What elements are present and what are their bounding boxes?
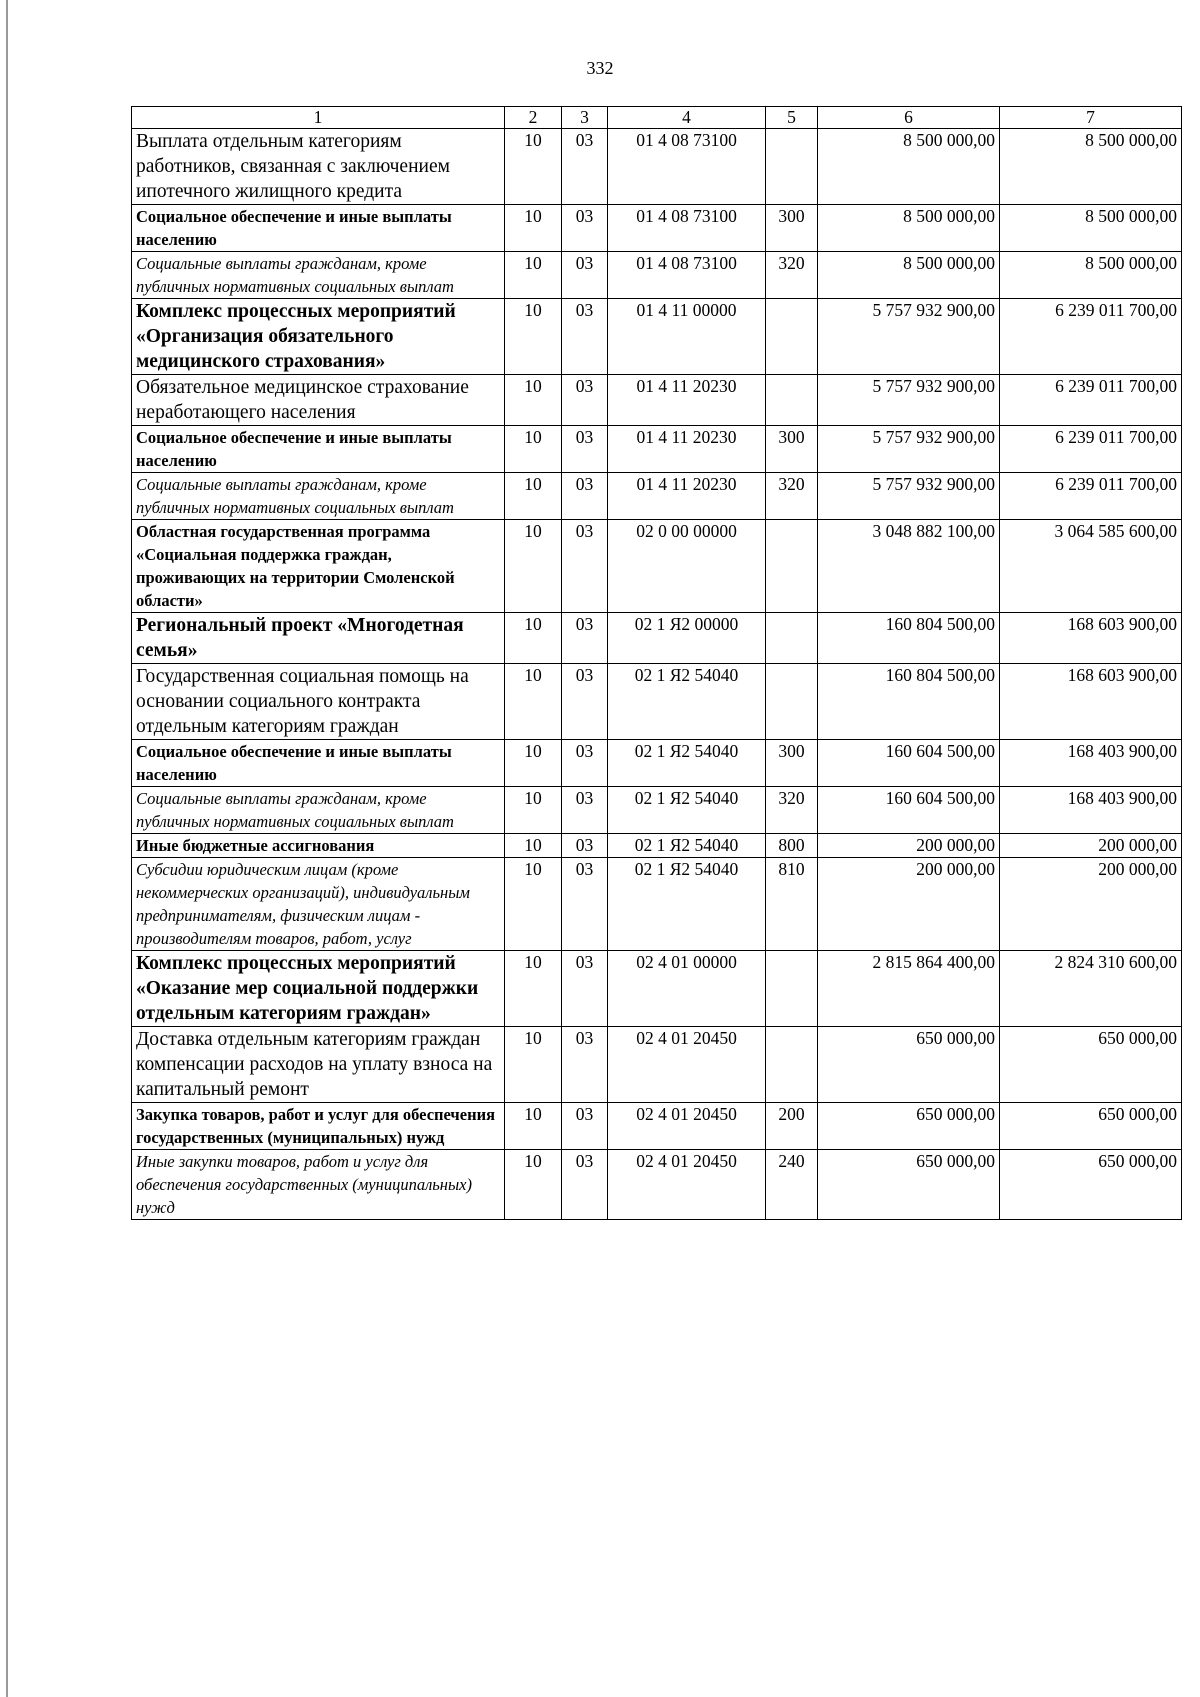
table-row bbox=[132, 834, 1182, 858]
row-section: 10 bbox=[505, 473, 562, 520]
row-subsection: 03 bbox=[562, 951, 608, 1027]
row-sum-year2: 168 403 900,00 bbox=[1000, 740, 1182, 787]
row-subsection: 03 bbox=[562, 252, 608, 299]
row-target-code: 01 4 11 00000 bbox=[608, 299, 766, 375]
row-name: Закупка товаров, работ и услуг для обеспечения государственных (муниципальных) нужд bbox=[132, 1103, 505, 1150]
row-target-code: 02 4 01 20450 bbox=[608, 1103, 766, 1150]
row-section: 10 bbox=[505, 1150, 562, 1220]
table-row bbox=[132, 613, 1182, 664]
row-name: Комплекс процессных мероприятий «Организация обязательного медицинского страхования» bbox=[132, 299, 505, 375]
table-row bbox=[132, 473, 1182, 520]
page-number: 332 bbox=[586, 58, 614, 78]
row-name: Социальное обеспечение и иные выплаты населению bbox=[132, 205, 505, 252]
row-section: 10 bbox=[505, 951, 562, 1027]
row-target-code: 02 4 01 00000 bbox=[608, 951, 766, 1027]
row-name: Обязательное медицинское страхование неработающего населения bbox=[132, 375, 505, 426]
row-name: Субсидии юридическим лицам (кроме некоммерческих организаций), индивидуальным предпринимателям, физическим лицам - производителям товаров, работ, услуг bbox=[132, 858, 505, 951]
row-sum-year1: 160 804 500,00 bbox=[818, 613, 1000, 664]
row-expense-type bbox=[766, 299, 818, 375]
scan-edge-line bbox=[6, 0, 8, 1697]
row-name: Социальные выплаты гражданам, кроме публичных нормативных социальных выплат bbox=[132, 787, 505, 834]
row-subsection: 03 bbox=[562, 426, 608, 473]
row-sum-year1: 5 757 932 900,00 bbox=[818, 299, 1000, 375]
row-target-code: 01 4 08 73100 bbox=[608, 252, 766, 299]
table-row bbox=[132, 1027, 1182, 1103]
row-sum-year1: 200 000,00 bbox=[818, 834, 1000, 858]
row-expense-type: 300 bbox=[766, 740, 818, 787]
row-target-code: 01 4 08 73100 bbox=[608, 129, 766, 205]
column-header-name: 1 bbox=[132, 107, 505, 129]
row-section: 10 bbox=[505, 205, 562, 252]
row-sum-year2: 6 239 011 700,00 bbox=[1000, 299, 1182, 375]
row-name: Региональный проект «Многодетная семья» bbox=[132, 613, 505, 664]
row-target-code: 02 0 00 00000 bbox=[608, 520, 766, 613]
row-name: Иные бюджетные ассигнования bbox=[132, 834, 505, 858]
row-section: 10 bbox=[505, 787, 562, 834]
row-name: Социальные выплаты гражданам, кроме публичных нормативных социальных выплат bbox=[132, 473, 505, 520]
row-section: 10 bbox=[505, 740, 562, 787]
row-target-code: 02 1 Я2 54040 bbox=[608, 787, 766, 834]
row-expense-type bbox=[766, 129, 818, 205]
row-subsection: 03 bbox=[562, 520, 608, 613]
row-subsection: 03 bbox=[562, 129, 608, 205]
column-header-subsection: 3 bbox=[562, 107, 608, 129]
row-expense-type: 320 bbox=[766, 252, 818, 299]
row-section: 10 bbox=[505, 664, 562, 740]
row-target-code: 01 4 11 20230 bbox=[608, 375, 766, 426]
row-section: 10 bbox=[505, 252, 562, 299]
row-sum-year2: 6 239 011 700,00 bbox=[1000, 375, 1182, 426]
row-sum-year2: 168 403 900,00 bbox=[1000, 787, 1182, 834]
row-subsection: 03 bbox=[562, 205, 608, 252]
row-target-code: 02 4 01 20450 bbox=[608, 1027, 766, 1103]
row-sum-year1: 160 604 500,00 bbox=[818, 787, 1000, 834]
row-sum-year1: 5 757 932 900,00 bbox=[818, 473, 1000, 520]
row-sum-year2: 6 239 011 700,00 bbox=[1000, 426, 1182, 473]
row-sum-year1: 3 048 882 100,00 bbox=[818, 520, 1000, 613]
row-sum-year1: 650 000,00 bbox=[818, 1103, 1000, 1150]
row-subsection: 03 bbox=[562, 473, 608, 520]
column-header-expense-type: 5 bbox=[766, 107, 818, 129]
row-sum-year2: 650 000,00 bbox=[1000, 1150, 1182, 1220]
row-expense-type: 240 bbox=[766, 1150, 818, 1220]
row-sum-year2: 6 239 011 700,00 bbox=[1000, 473, 1182, 520]
row-sum-year1: 650 000,00 bbox=[818, 1027, 1000, 1103]
row-section: 10 bbox=[505, 858, 562, 951]
row-subsection: 03 bbox=[562, 1150, 608, 1220]
row-name: Социальные выплаты гражданам, кроме публичных нормативных социальных выплат bbox=[132, 252, 505, 299]
row-section: 10 bbox=[505, 426, 562, 473]
table-row bbox=[132, 951, 1182, 1027]
row-sum-year1: 650 000,00 bbox=[818, 1150, 1000, 1220]
row-sum-year1: 8 500 000,00 bbox=[818, 252, 1000, 299]
row-subsection: 03 bbox=[562, 1103, 608, 1150]
row-expense-type bbox=[766, 375, 818, 426]
table-row bbox=[132, 426, 1182, 473]
row-name: Комплекс процессных мероприятий «Оказание мер социальной поддержки отдельным категориям граждан» bbox=[132, 951, 505, 1027]
row-name: Государственная социальная помощь на основании социального контракта отдельным категориям граждан bbox=[132, 664, 505, 740]
column-header-sum-year2: 7 bbox=[1000, 107, 1182, 129]
row-sum-year2: 650 000,00 bbox=[1000, 1027, 1182, 1103]
row-subsection: 03 bbox=[562, 299, 608, 375]
row-name: Иные закупки товаров, работ и услуг для обеспечения государственных (муниципальных) нужд bbox=[132, 1150, 505, 1220]
row-expense-type: 320 bbox=[766, 473, 818, 520]
row-subsection: 03 bbox=[562, 613, 608, 664]
table-row bbox=[132, 1103, 1182, 1150]
row-expense-type: 320 bbox=[766, 787, 818, 834]
table-row bbox=[132, 252, 1182, 299]
row-target-code: 02 1 Я2 54040 bbox=[608, 740, 766, 787]
row-subsection: 03 bbox=[562, 664, 608, 740]
row-expense-type: 200 bbox=[766, 1103, 818, 1150]
row-sum-year1: 8 500 000,00 bbox=[818, 129, 1000, 205]
row-target-code: 01 4 08 73100 bbox=[608, 205, 766, 252]
row-sum-year1: 2 815 864 400,00 bbox=[818, 951, 1000, 1027]
row-section: 10 bbox=[505, 1103, 562, 1150]
table-row bbox=[132, 787, 1182, 834]
row-expense-type: 800 bbox=[766, 834, 818, 858]
row-sum-year1: 5 757 932 900,00 bbox=[818, 375, 1000, 426]
row-sum-year2: 2 824 310 600,00 bbox=[1000, 951, 1182, 1027]
row-subsection: 03 bbox=[562, 834, 608, 858]
row-target-code: 02 1 Я2 00000 bbox=[608, 613, 766, 664]
row-sum-year2: 8 500 000,00 bbox=[1000, 205, 1182, 252]
row-target-code: 01 4 11 20230 bbox=[608, 426, 766, 473]
row-section: 10 bbox=[505, 129, 562, 205]
row-name: Областная государственная программа «Социальная поддержка граждан, проживающих на территории Смоленской области» bbox=[132, 520, 505, 613]
table-row bbox=[132, 205, 1182, 252]
row-target-code: 02 1 Я2 54040 bbox=[608, 834, 766, 858]
table-row bbox=[132, 299, 1182, 375]
column-header-sum-year1: 6 bbox=[818, 107, 1000, 129]
row-sum-year2: 8 500 000,00 bbox=[1000, 129, 1182, 205]
table-row bbox=[132, 664, 1182, 740]
row-subsection: 03 bbox=[562, 858, 608, 951]
row-expense-type bbox=[766, 520, 818, 613]
row-name: Социальное обеспечение и иные выплаты населению bbox=[132, 426, 505, 473]
row-sum-year1: 5 757 932 900,00 bbox=[818, 426, 1000, 473]
table-row bbox=[132, 520, 1182, 613]
row-section: 10 bbox=[505, 299, 562, 375]
row-subsection: 03 bbox=[562, 375, 608, 426]
row-target-code: 02 4 01 20450 bbox=[608, 1150, 766, 1220]
row-expense-type: 300 bbox=[766, 205, 818, 252]
row-section: 10 bbox=[505, 613, 562, 664]
row-sum-year2: 650 000,00 bbox=[1000, 1103, 1182, 1150]
table-row bbox=[132, 1150, 1182, 1220]
table-row bbox=[132, 740, 1182, 787]
row-expense-type bbox=[766, 1027, 818, 1103]
row-expense-type bbox=[766, 664, 818, 740]
row-sum-year2: 3 064 585 600,00 bbox=[1000, 520, 1182, 613]
row-sum-year2: 168 603 900,00 bbox=[1000, 613, 1182, 664]
row-target-code: 01 4 11 20230 bbox=[608, 473, 766, 520]
row-sum-year1: 160 804 500,00 bbox=[818, 664, 1000, 740]
table-row bbox=[132, 858, 1182, 951]
row-sum-year2: 200 000,00 bbox=[1000, 858, 1182, 951]
row-sum-year2: 8 500 000,00 bbox=[1000, 252, 1182, 299]
column-header-target: 4 bbox=[608, 107, 766, 129]
table-row bbox=[132, 375, 1182, 426]
row-section: 10 bbox=[505, 1027, 562, 1103]
row-target-code: 02 1 Я2 54040 bbox=[608, 664, 766, 740]
budget-table bbox=[131, 106, 1182, 1220]
row-subsection: 03 bbox=[562, 740, 608, 787]
row-expense-type: 810 bbox=[766, 858, 818, 951]
table-header-row bbox=[132, 107, 1182, 129]
row-expense-type: 300 bbox=[766, 426, 818, 473]
row-sum-year1: 8 500 000,00 bbox=[818, 205, 1000, 252]
row-name: Социальное обеспечение и иные выплаты населению bbox=[132, 740, 505, 787]
row-section: 10 bbox=[505, 375, 562, 426]
row-subsection: 03 bbox=[562, 787, 608, 834]
row-expense-type bbox=[766, 951, 818, 1027]
row-name: Доставка отдельным категориям граждан компенсации расходов на уплату взноса на капитальный ремонт bbox=[132, 1027, 505, 1103]
row-target-code: 02 1 Я2 54040 bbox=[608, 858, 766, 951]
row-sum-year1: 200 000,00 bbox=[818, 858, 1000, 951]
row-sum-year2: 200 000,00 bbox=[1000, 834, 1182, 858]
row-sum-year1: 160 604 500,00 bbox=[818, 740, 1000, 787]
table-row bbox=[132, 129, 1182, 205]
row-name: Выплата отдельным категориям работников, связанная с заключением ипотечного жилищного кредита bbox=[132, 129, 505, 205]
row-sum-year2: 168 603 900,00 bbox=[1000, 664, 1182, 740]
row-section: 10 bbox=[505, 520, 562, 613]
row-section: 10 bbox=[505, 834, 562, 858]
column-header-section: 2 bbox=[505, 107, 562, 129]
row-expense-type bbox=[766, 613, 818, 664]
row-subsection: 03 bbox=[562, 1027, 608, 1103]
